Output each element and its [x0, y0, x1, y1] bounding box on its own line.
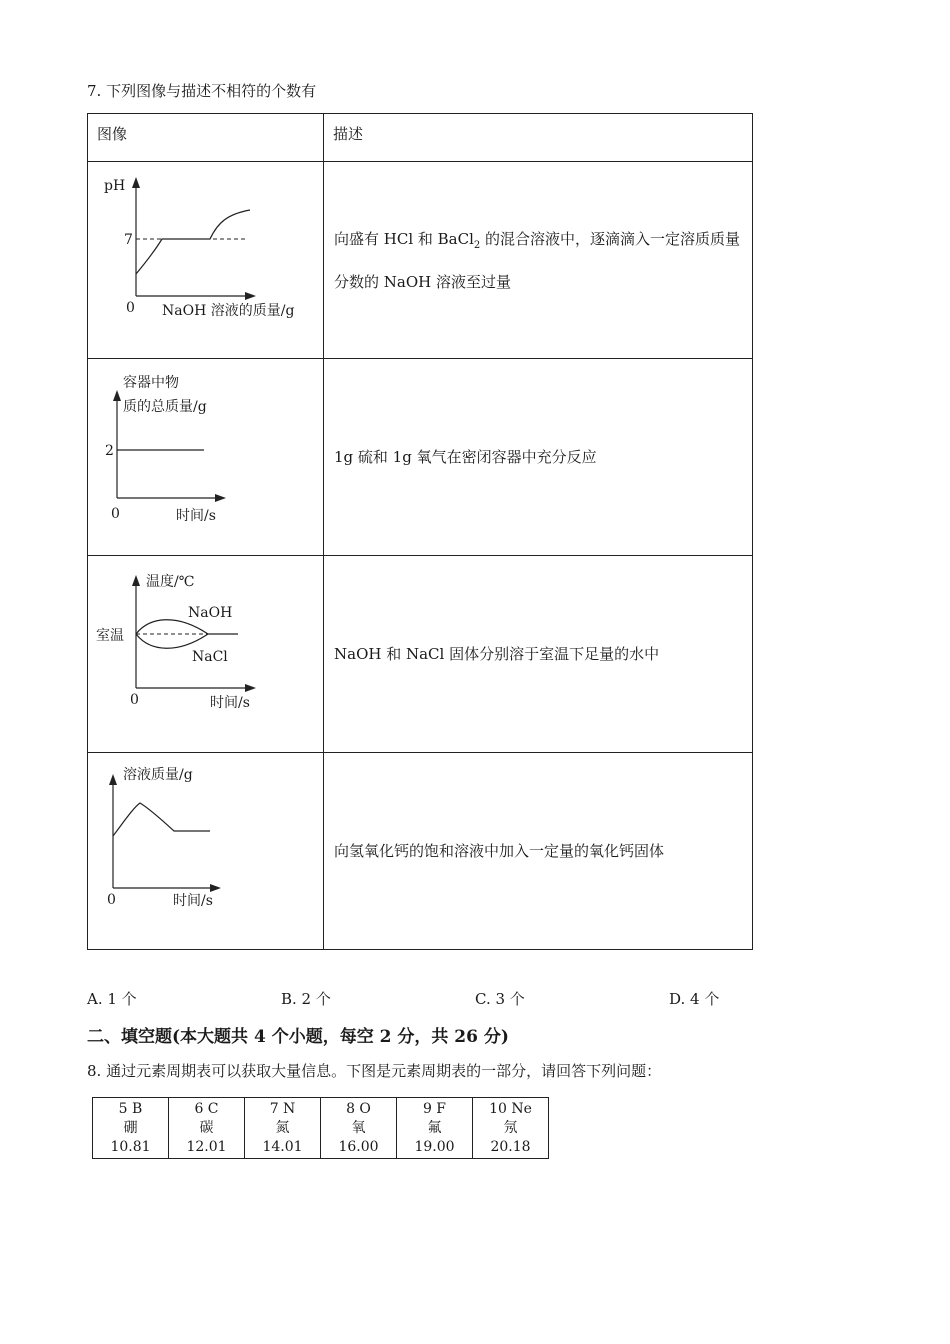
element-name: 氟	[427, 1119, 442, 1136]
element-mass: 12.01	[186, 1138, 227, 1155]
x-axis-label: 时间/s	[173, 893, 213, 909]
element-cell-n	[245, 1098, 321, 1159]
element-name: 氮	[275, 1119, 290, 1136]
element-number-symbol: 10 Ne	[489, 1100, 532, 1117]
element-cell-c	[169, 1098, 245, 1159]
x-axis-label: 时间/s	[210, 695, 250, 711]
table-row	[88, 556, 753, 753]
origin-label: 0	[126, 300, 135, 316]
option-a[interactable]: A. 1 个	[87, 990, 137, 1008]
question-7-stem: 7. 下列图像与描述不相符的个数有	[87, 82, 317, 100]
x-axis-arrow	[210, 884, 221, 892]
table-row	[88, 162, 753, 359]
graph-ph-cell	[88, 162, 324, 359]
header-description-cell	[324, 114, 753, 162]
y-axis-label-line2: 质的总质量/g	[123, 399, 207, 415]
graph-temperature	[88, 556, 324, 752]
element-cell-ne	[473, 1098, 549, 1159]
element-number-symbol: 9 F	[422, 1100, 447, 1117]
curve-label-nacl: NaCl	[192, 649, 228, 665]
header-image: 图像	[97, 125, 128, 143]
description-1-subscript: 2	[473, 239, 481, 251]
graph-solution-mass	[88, 753, 324, 949]
element-name: 氧	[351, 1119, 366, 1136]
curve-label-naoh: NaOH	[188, 605, 233, 621]
element-name: 碳	[199, 1119, 214, 1136]
answer-options	[87, 988, 847, 1008]
element-name: 氖	[503, 1119, 518, 1136]
y-axis-label-line1: 容器中物	[123, 375, 179, 391]
y-tick-2: 2	[105, 443, 114, 459]
table-row	[88, 359, 753, 556]
y-axis-arrow	[109, 774, 117, 785]
description-1	[324, 162, 753, 359]
question-8-stem: 8. 通过元素周期表可以获取大量信息。下图是元素周期表的一部分，请回答下列问题：	[87, 1062, 662, 1080]
graph-temperature-cell	[88, 556, 324, 753]
element-cell-o	[321, 1098, 397, 1159]
x-axis-arrow	[215, 494, 226, 502]
origin-label: 0	[130, 692, 139, 708]
description-3: NaOH 和 NaCl 固体分别溶于室温下足量的水中	[324, 556, 753, 753]
y-tick-7: 7	[124, 232, 133, 248]
element-mass: 14.01	[262, 1138, 303, 1155]
element-mass: 19.00	[414, 1138, 455, 1155]
y-axis-label: 溶液质量/g	[123, 767, 193, 783]
element-number-symbol: 8 O	[346, 1100, 371, 1117]
ph-curve	[136, 210, 250, 274]
table-header-row	[88, 114, 753, 162]
element-cell-f	[397, 1098, 473, 1159]
naoh-curve	[136, 620, 238, 634]
x-axis-arrow	[245, 684, 256, 692]
x-axis-arrow	[245, 292, 256, 300]
element-name: 硼	[123, 1119, 138, 1136]
graph-solution-mass-cell	[88, 753, 324, 950]
y-axis-label: pH	[104, 178, 126, 194]
periodic-table-fragment	[92, 1097, 549, 1159]
y-axis-arrow	[132, 575, 140, 586]
element-cell-b	[93, 1098, 169, 1159]
y-axis-arrow	[113, 390, 121, 401]
solution-mass-curve	[113, 803, 210, 836]
header-description: 描述	[333, 125, 364, 143]
origin-label: 0	[111, 506, 120, 522]
y-tick-room-temp: 室温	[96, 628, 124, 644]
header-image-cell	[88, 114, 324, 162]
option-d[interactable]: D. 4 个	[669, 990, 720, 1008]
table-row	[88, 753, 753, 950]
question-7-table	[87, 113, 753, 950]
element-mass: 10.81	[110, 1138, 151, 1155]
option-b[interactable]: B. 2 个	[281, 990, 331, 1008]
x-axis-label: 时间/s	[176, 508, 216, 524]
description-1-text-a: 向盛有 HCl 和 BaCl	[334, 229, 474, 248]
section-2-title: 二、填空题(本大题共 4 个小题，每空 2 分，共 26 分)	[87, 1027, 509, 1047]
option-c[interactable]: C. 3 个	[475, 990, 525, 1008]
y-axis-arrow	[132, 177, 140, 188]
element-number-symbol: 6 C	[194, 1100, 219, 1117]
description-4: 向氢氧化钙的饱和溶液中加入一定量的氧化钙固体	[324, 753, 753, 950]
origin-label: 0	[107, 892, 116, 908]
graph-total-mass-cell	[88, 359, 324, 556]
element-mass: 16.00	[338, 1138, 379, 1155]
periodic-table-row	[93, 1098, 549, 1159]
y-axis-label: 温度/℃	[146, 574, 195, 590]
x-axis-label: NaOH 溶液的质量/g	[162, 303, 295, 319]
element-mass: 20.18	[490, 1138, 531, 1155]
element-number-symbol: 7 N	[269, 1100, 296, 1117]
description-2: 1g 硫和 1g 氧气在密闭容器中充分反应	[324, 359, 753, 556]
description-1-text-b: 的混合溶液中，逐滴滴入一定溶质质量分数的 NaOH 溶液至过量	[334, 229, 741, 291]
nacl-curve	[136, 634, 208, 648]
element-number-symbol: 5 B	[118, 1100, 143, 1117]
graph-ph	[88, 162, 324, 358]
graph-total-mass	[88, 359, 324, 555]
